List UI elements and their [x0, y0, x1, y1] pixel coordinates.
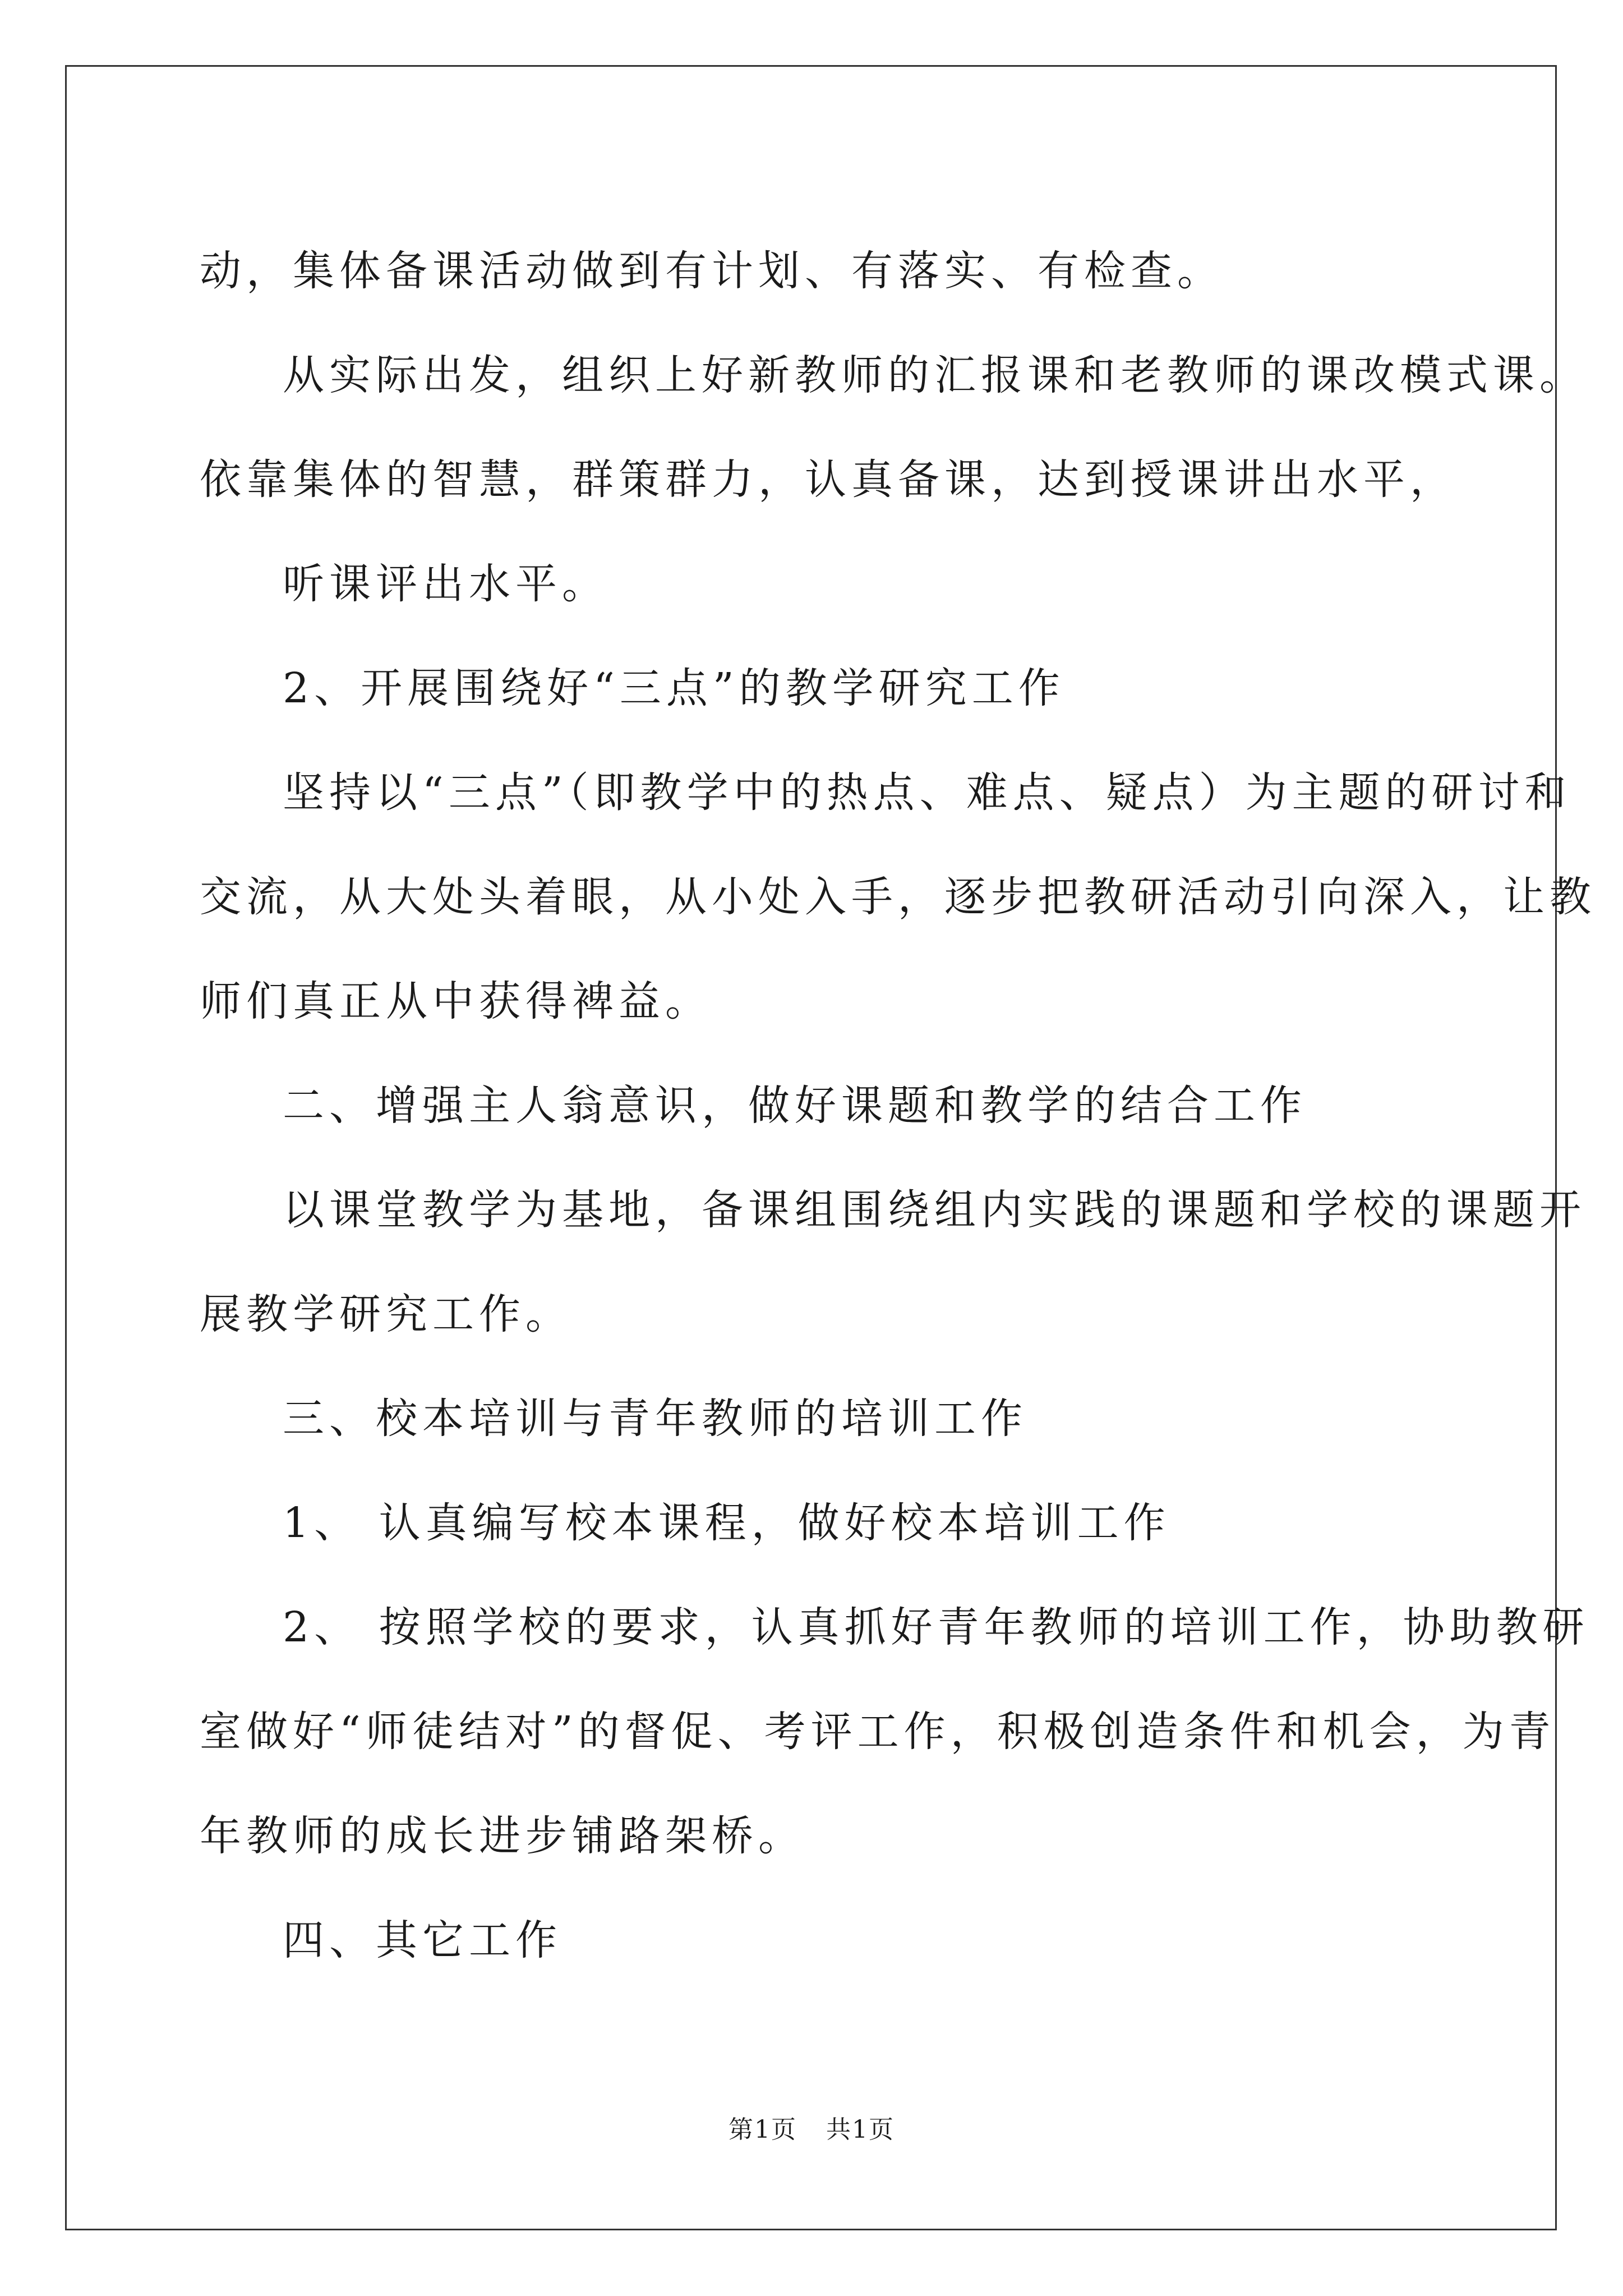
text-line: 以课堂教学为基地，备课组围绕组内实践的课题和学校的课题开 [283, 1186, 1586, 1234]
paragraph [200, 323, 1586, 427]
paragraph [200, 427, 1456, 532]
text-line: 室做好“师徒结对”的督促、考评工作，积极创造条件和机会，为青 [200, 1708, 1556, 1756]
paragraph-continuation [200, 1680, 1556, 1784]
text-line: 动，集体备课活动做到有计划、有落实、有检查。 [200, 247, 1224, 295]
text-line: 2、 按照学校的要求，认真抓好青年教师的培训工作，协助教研 [283, 1603, 1589, 1651]
text-line: 坚持以“三点”（即教学中的热点、难点、疑点）为主题的研讨和 [283, 769, 1571, 817]
paragraph [200, 532, 1429, 636]
text-line: 年教师的成长进步铺路架桥。 [200, 1812, 805, 1860]
text-line: 2、开展围绕好“三点”的教学研究工作 [283, 664, 1065, 712]
paragraph-continuation [200, 1784, 1429, 1888]
page-number-total: 共1页 [826, 2115, 895, 2144]
text-line: 三、校本培训与青年教师的培训工作 [283, 1395, 1027, 1443]
text-line: 1、 认真编写校本课程，做好校本培训工作 [283, 1499, 1170, 1547]
text-line: 交流，从大处头着眼，从小处入手，逐步把教研活动引向深入，让教 [200, 873, 1596, 921]
paragraph [200, 1158, 1586, 1262]
text-line: 四、其它工作 [283, 1916, 562, 1964]
section-heading [200, 1888, 1429, 1993]
paragraph-continuation [200, 949, 1429, 1053]
section-heading [200, 1053, 1429, 1158]
paragraph-continuation [200, 1262, 1429, 1366]
section-heading [200, 1366, 1429, 1471]
text-line: 听课评出水平。 [283, 560, 608, 608]
page-footer [0, 2109, 1623, 2145]
text-line: 展教学研究工作。 [200, 1290, 572, 1338]
section-heading [200, 1471, 1429, 1575]
paragraph [200, 740, 1571, 845]
section-heading [200, 636, 1429, 740]
text-line: 二、增强主人翁意识，做好课题和教学的结合工作 [283, 1082, 1307, 1130]
paragraph [200, 1575, 1589, 1680]
text-line: 依靠集体的智慧，群策群力，认真备课，达到授课讲出水平， [200, 455, 1456, 504]
page-number-current: 第1页 [728, 2115, 797, 2144]
text-line: 师们真正从中获得裨益。 [200, 977, 712, 1025]
text-line: 从实际出发，组织上好新教师的汇报课和老教师的课改模式课。 [283, 351, 1586, 399]
paragraph-continuation [200, 845, 1596, 949]
paragraph [200, 219, 1429, 323]
document-body [200, 219, 1596, 1993]
